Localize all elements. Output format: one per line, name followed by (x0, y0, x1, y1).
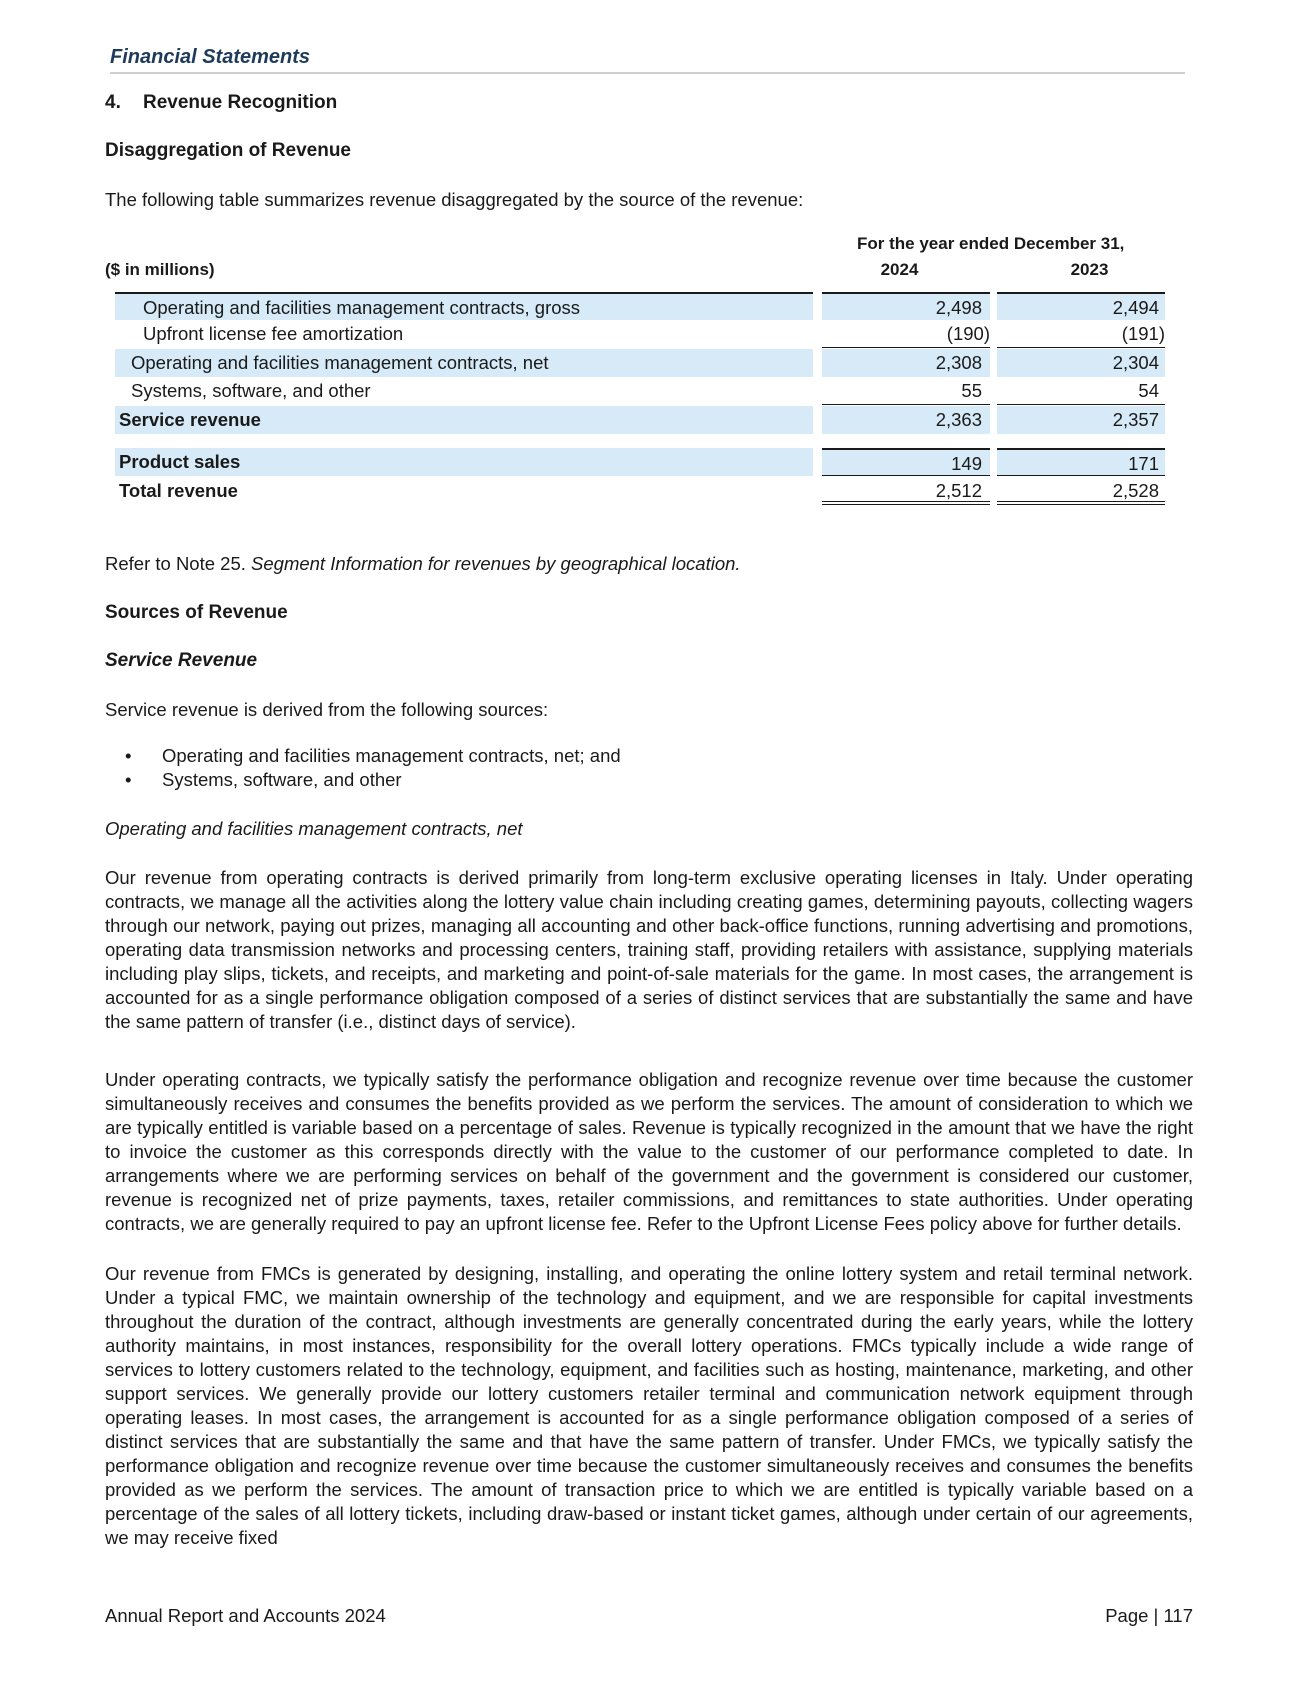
row-label: Operating and facilities management contracts, gross (115, 292, 813, 320)
service-revenue-intro: Service revenue is derived from the following sources: (105, 699, 549, 720)
row-value-2024: (190) (822, 320, 990, 348)
page-header (110, 46, 1185, 74)
list-item-text: Operating and facilities management contracts, net; and (162, 745, 621, 766)
row-label: Total revenue (119, 480, 238, 501)
table-row (115, 406, 1195, 434)
row-value-2023: 2,528 (997, 477, 1165, 505)
page-content (105, 92, 1193, 1550)
row-value-2023: 171 (997, 448, 1165, 476)
section-heading (105, 92, 1193, 114)
body-paragraph-1: Our revenue from operating contracts is derived primarily from long-term exclusive operating licenses in Italy. Under operating contracts, we manage all the activities along the lottery value chain including creating games, determining payouts, collecting wagers through our network, paying out prizes, managing all accounting and other back-office functions, running advertising and promotions, operating data transmission networks and processing centers, training staff, providing retailers with assistance, supplying materials including play slips, tickets, and receipts, and marketing and point-of-sale materials for the game. In most cases, the arrangement is accounted for as a single performance obligation composed of a series of distinct services that are substantially the same and have the same pattern of transfer (i.e., distinct days of service). (105, 867, 1193, 1032)
note-reference (105, 552, 1193, 576)
row-value-2023: 2,304 (997, 349, 1165, 377)
footer-report-title: Annual Report and Accounts 2024 (105, 1605, 386, 1626)
sources-heading: Sources of Revenue (105, 602, 288, 623)
revenue-table (105, 234, 1193, 534)
table-year-2024: 2024 (880, 260, 919, 279)
table-row (115, 349, 1195, 377)
table-row (115, 477, 1195, 505)
list-item (105, 744, 1193, 768)
row-label: Product sales (115, 448, 813, 476)
table-row (115, 292, 1195, 320)
disaggregation-heading: Disaggregation of Revenue (105, 140, 351, 161)
row-label: Operating and facilities management contracts, net (115, 349, 813, 377)
footer-page-number: Page | 117 (1105, 1605, 1193, 1626)
row-label: Upfront license fee amortization (143, 323, 404, 344)
row-value-2023: 2,494 (997, 292, 1165, 320)
note-reference-italic: Segment Information for revenues by geographical location. (251, 553, 741, 574)
row-value-2024: 2,308 (822, 349, 990, 377)
row-label: Service revenue (115, 406, 813, 434)
section-number: 4. (105, 92, 121, 113)
table-period-header: For the year ended December 31, (857, 234, 1125, 253)
row-value-2023: (191) (997, 320, 1165, 348)
list-item (105, 768, 1193, 792)
row-value-2024: 2,512 (822, 477, 990, 505)
body-paragraph-3: Our revenue from FMCs is generated by designing, installing, and operating the online lottery system and retail terminal network. Under a typical FMC, we maintain ownership of the technology and equipment, and we are responsible for capital investments throughout the duration of the contract, although investments are generally concentrated during the early years, while the lottery authority maintains, in most instances, responsibility for the overall lottery operations. FMCs typically include a wide range of services to lottery customers related to the technology, equipment, and facilities such as hosting, maintenance, marketing, and other support services. We generally provide our lottery customers retailer terminal and communication network equipment through operating leases. In most cases, the arrangement is accounted for as a single performance obligation composed of a series of distinct services that are substantially the same and that have the same pattern of transfer. Under FMCs, we typically satisfy the performance obligation and recognize revenue over time because the customer simultaneously receives and consumes the benefits provided as we perform the services. The amount of transaction price to which we are entitled is typically variable based on a percentage of the sales of all lottery tickets, including draw-based or instant ticket games, although under certain of our agreements, we may receive fixed (105, 1263, 1193, 1548)
table-unit-label: ($ in millions) (105, 260, 215, 279)
body-paragraph-2: Under operating contracts, we typically satisfy the performance obligation and recognize revenue over time because the customer simultaneously receives and consumes the benefits provided as we perform the services. The amount of consideration to which we are typically entitled is variable based on a percentage of sales. Revenue is typically recognized in the amount that we have the right to invoice the customer as this corresponds directly with the value to the customer of our performance completed to date. In arrangements where we are performing services on behalf of the government and the government is considered our customer, revenue is recognized net of prize payments, taxes, retailer commissions, and remittances to state authorities. Under operating contracts, we are generally required to pay an upfront license fee. Refer to the Upfront License Fees policy above for further details. (105, 1069, 1193, 1234)
bullet-glyph: • (125, 745, 132, 766)
list-item-text: Systems, software, and other (162, 769, 402, 790)
service-revenue-heading: Service Revenue (105, 650, 258, 671)
row-value-2023: 54 (997, 377, 1165, 405)
header-title: Financial Statements (110, 46, 311, 68)
section-title: Revenue Recognition (143, 92, 338, 113)
ofm-contracts-heading: Operating and facilities management contracts, net (105, 818, 523, 839)
table-year-2023: 2023 (1070, 260, 1109, 279)
row-label: Systems, software, and other (131, 380, 371, 401)
table-row (115, 448, 1195, 476)
table-row (115, 320, 1195, 348)
row-value-2024: 2,363 (822, 406, 990, 434)
service-sources-list (105, 744, 1193, 792)
row-value-2024: 149 (822, 448, 990, 476)
disaggregation-intro: The following table summarizes revenue disaggregated by the source of the revenue: (105, 189, 804, 210)
row-value-2023: 2,357 (997, 406, 1165, 434)
table-row (115, 377, 1195, 405)
row-value-2024: 2,498 (822, 292, 990, 320)
bullet-glyph: • (125, 769, 132, 790)
note-reference-prefix: Refer to Note 25. (105, 553, 246, 574)
row-value-2024: 55 (822, 377, 990, 405)
